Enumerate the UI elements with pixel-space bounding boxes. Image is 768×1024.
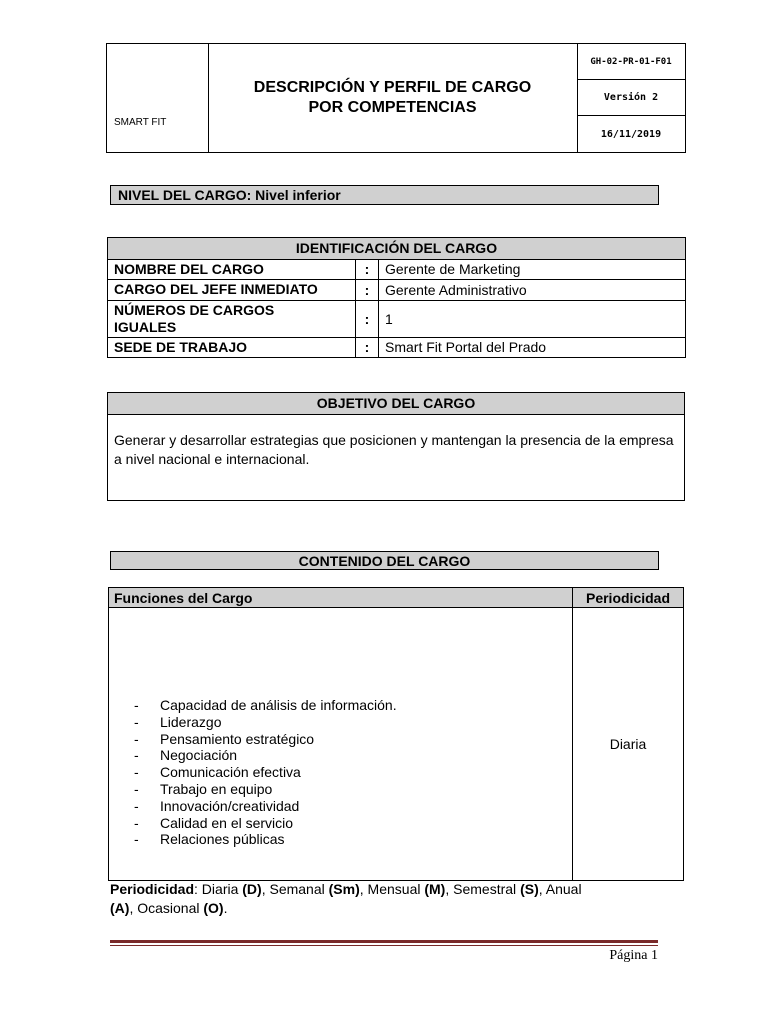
objective-text: Generar y desarrollar estrategias que posicionen y mantengan la presencia de la empresa a nivel nacional e internacional. [114, 432, 674, 467]
table-row [108, 337, 685, 357]
header-company-cell [107, 44, 209, 152]
table-row [108, 279, 685, 301]
document-title-line1: DESCRIPCIÓN Y PERFIL DE CARGO [253, 79, 532, 96]
periodicity-header: Periodicidad [573, 588, 683, 608]
row-label: NOMBRE DEL CARGO [108, 259, 356, 279]
list-item: - Calidad en el servicio [134, 814, 294, 831]
row-colon: : [356, 300, 379, 337]
site-value: Smart Fit Portal del Prado [385, 339, 547, 355]
page-number: Página 1 [609, 948, 658, 963]
document-header [106, 43, 686, 153]
list-item: - Capacidad de análisis de información. [134, 697, 397, 713]
header-title-cell [208, 44, 578, 152]
functions-header: Funciones del Cargo [109, 588, 573, 608]
job-name-value: Gerente de Marketing [385, 261, 521, 277]
row-colon: : [356, 279, 379, 300]
document-date: 16/11/2019 [600, 128, 662, 140]
identification-title: IDENTIFICACIÓN DEL CARGO [108, 238, 685, 260]
functions-table [108, 587, 684, 881]
row-colon: : [356, 259, 379, 279]
list-item: - Comunicación efectiva [134, 764, 301, 781]
boss-value: Gerente Administrativo [385, 281, 527, 298]
functions-list [134, 697, 397, 848]
job-level-bar: NIVEL DEL CARGO: Nivel inferior [110, 185, 659, 205]
periodicity-legend: Periodicidad: Diaria (D), Semanal (Sm), Mensual (M), Semestral (S), Anual (A), Ocasional (O). [110, 881, 582, 916]
table-row [108, 300, 685, 338]
footer-rule [110, 940, 658, 943]
list-item: - Innovación/creatividad [134, 797, 300, 814]
list-item: - Relaciones públicas [134, 831, 285, 848]
company-name: SMART FIT [114, 117, 167, 128]
count-value: 1 [385, 310, 393, 327]
row-label [108, 300, 356, 337]
table-row [108, 259, 685, 280]
document-code: GH-02-PR-01-F01 [577, 44, 685, 80]
row-colon: : [356, 337, 379, 357]
document-version: Versión 2 [577, 80, 685, 116]
objective-box [107, 392, 685, 501]
objective-title: OBJETIVO DEL CARGO [108, 393, 684, 415]
functions-cell [109, 608, 573, 880]
periodicity-value: Diaria [609, 736, 647, 752]
content-title-bar: CONTENIDO DEL CARGO [110, 551, 659, 570]
row-label: CARGO DEL JEFE INMEDIATO [108, 279, 356, 300]
list-item: - Liderazgo [134, 713, 222, 730]
row-label-line2: IGUALES [114, 318, 177, 335]
identification-table [107, 237, 686, 358]
list-item: - Trabajo en equipo [134, 780, 273, 797]
row-label-line1: NÚMEROS DE CARGOS [114, 301, 275, 318]
header-meta-cell [577, 44, 685, 152]
list-item: - Pensamiento estratégico [134, 730, 315, 747]
footer-rule-thin [110, 945, 658, 946]
list-item: - Negociación [134, 747, 238, 764]
row-label: SEDE DE TRABAJO [108, 337, 356, 357]
document-title-line2: POR COMPETENCIAS [308, 99, 477, 116]
